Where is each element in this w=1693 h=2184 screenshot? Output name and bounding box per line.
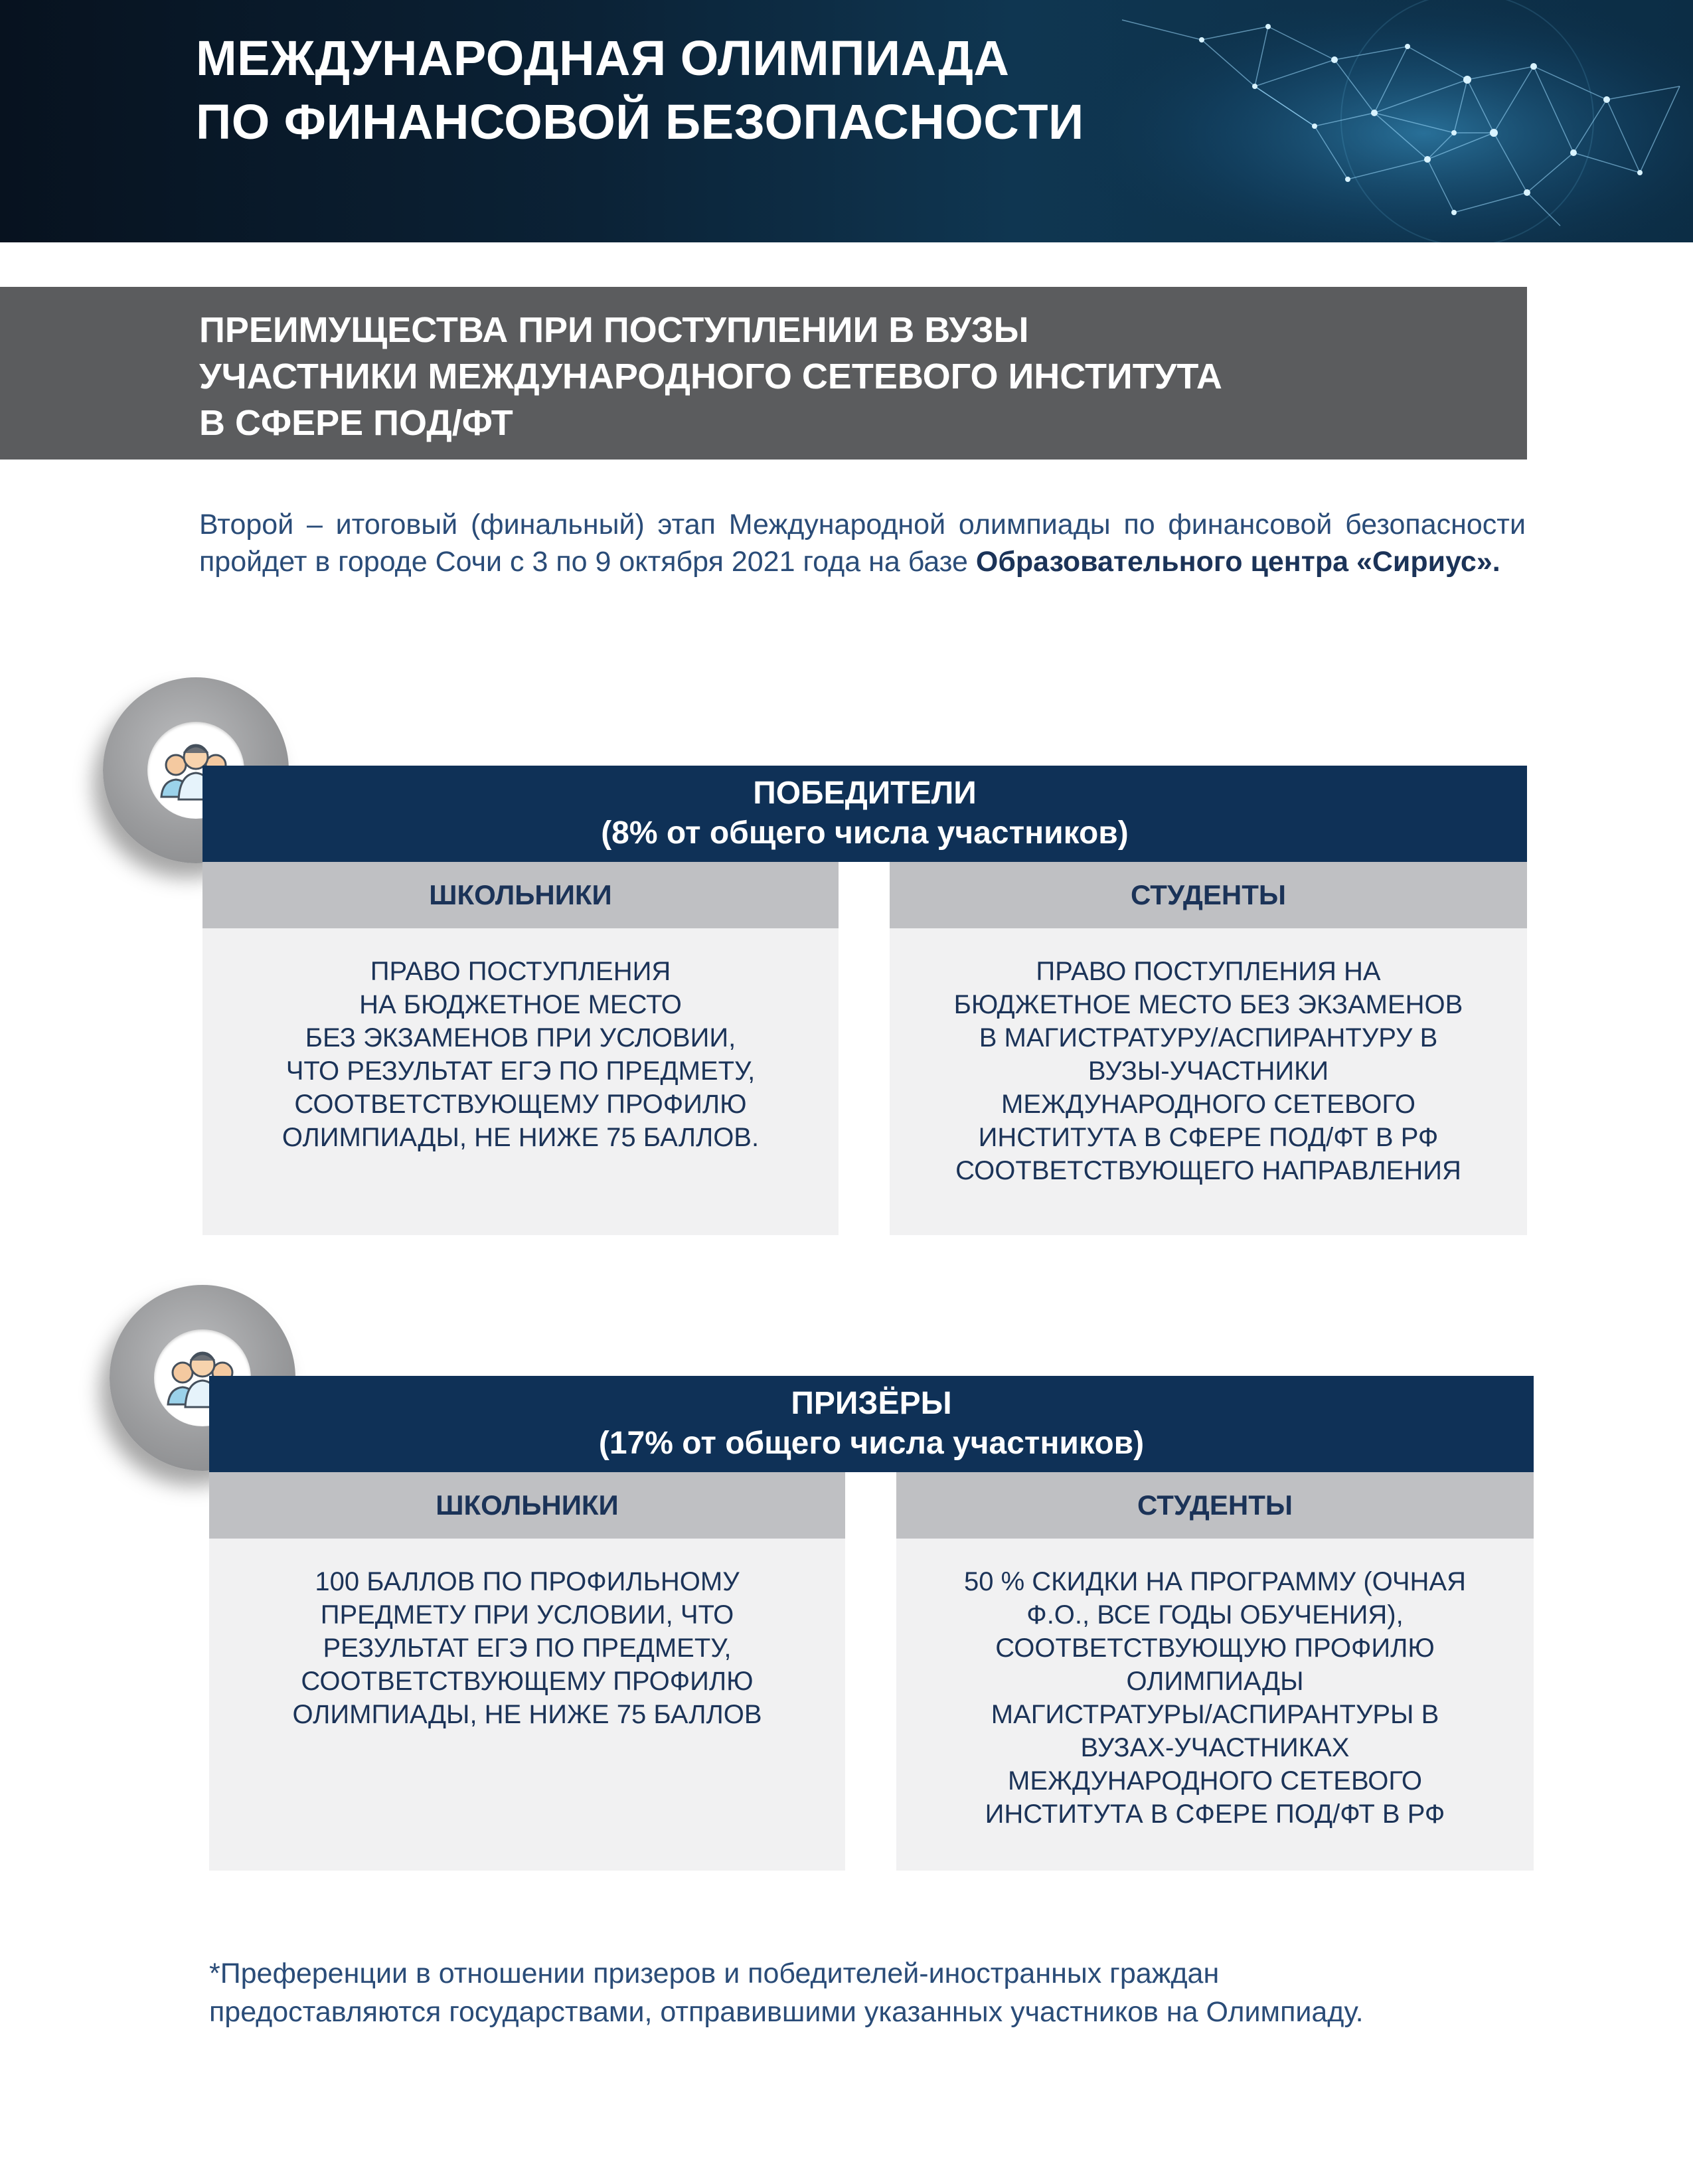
prizewinners-students-panel: [896, 1539, 1534, 1871]
header-banner: [0, 0, 1693, 242]
winners-header: [202, 766, 1527, 862]
winners-students-text: ПРАВО ПОСТУПЛЕНИЯ НА БЮДЖЕТНОЕ МЕСТО БЕЗ ЭКЗАМЕНОВ В МАГИСТРАТУРУ/АСПИРАНТУРУ В ВУЗЫ-УЧАСТНИКИ МЕЖДУНАРОДНОГО СЕТЕВОГО ИНСТИТУТА В СФЕРЕ ПОД/ФТ В РФ СООТВЕТСТВУЮЩЕГО НАПРАВЛЕНИЯ: [953, 957, 1463, 1185]
prizewinners-schoolchildren-panel: [209, 1539, 845, 1871]
banner-line-3: В СФЕРЕ ПОД/ФТ: [199, 403, 513, 443]
prizewinners-header: [209, 1376, 1534, 1472]
banner-title: [199, 307, 1222, 446]
prizewinners-students-heading: СТУДЕНТЫ: [896, 1472, 1534, 1539]
winners-schoolchildren-panel: [202, 928, 839, 1235]
winners-title: ПОБЕДИТЕЛИ: [753, 776, 977, 811]
page-title: [196, 27, 1084, 154]
winners-schoolchildren-heading: ШКОЛЬНИКИ: [202, 862, 839, 928]
banner-line-2: УЧАСТНИКИ МЕЖДУНАРОДНОГО СЕТЕВОГО ИНСТИТУТА: [199, 357, 1222, 396]
intro-text: Второй – итоговый (финальный) этап Международной олимпиады по финансовой безопасности пройдет в городе Сочи с 3 по 9 октября 2021 года на базе: [199, 509, 1526, 578]
banner-line-1: ПРЕИМУЩЕСТВА ПРИ ПОСТУПЛЕНИИ В ВУЗЫ: [199, 310, 1029, 350]
section-banner: [0, 287, 1527, 460]
intro-bold-venue: Образовательного центра «Сириус».: [975, 546, 1500, 578]
winners-schoolchildren-text: ПРАВО ПОСТУПЛЕНИЯ НА БЮДЖЕТНОЕ МЕСТО БЕЗ ЭКЗАМЕНОВ ПРИ УСЛОВИИ, ЧТО РЕЗУЛЬТАТ ЕГЭ ПО ПРЕДМЕТУ, СООТВЕТСТВУЮЩЕМУ ПРОФИЛЮ ОЛИМПИАДЫ, НЕ НИЖЕ 75 БАЛЛОВ.: [282, 957, 760, 1152]
intro-paragraph: [199, 506, 1526, 580]
prizewinners-students-text: 50 % СКИДКИ НА ПРОГРАММУ (ОЧНАЯ Ф.О., ВСЕ ГОДЫ ОБУЧЕНИЯ), СООТВЕТСТВУЮЩУЮ ПРОФИЛЮ ОЛИМПИАДЫ МАГИСТРАТУРЫ/АСПИРАНТУРЫ В ВУЗАХ-УЧАСТНИКАХ МЕЖДУНАРОДНОГО СЕТЕВОГО ИНСТИТУТА В СФЕРЕ ПОД/ФТ В РФ: [964, 1567, 1466, 1829]
footnote-line-1: *Преференции в отношении призеров и победителей-иностранных граждан: [209, 1958, 1220, 1989]
prizewinners-schoolchildren-text: 100 БАЛЛОВ ПО ПРОФИЛЬНОМУ ПРЕДМЕТУ ПРИ УСЛОВИИ, ЧТО РЕЗУЛЬТАТ ЕГЭ ПО ПРЕДМЕТУ, СООТВЕТСТВУЮЩЕМУ ПРОФИЛЮ ОЛИМПИАДЫ, НЕ НИЖЕ 75 БАЛЛОВ: [292, 1567, 762, 1729]
title-line-2: ПО ФИНАНСОВОЙ БЕЗОПАСНОСТИ: [196, 94, 1084, 149]
prizewinners-schoolchildren-heading: ШКОЛЬНИКИ: [209, 1472, 845, 1539]
prizewinners-title: ПРИЗЁРЫ: [791, 1386, 952, 1421]
footnote-line-2: предоставляются государствами, отправившими указанных участников на Олимпиаду.: [209, 1996, 1364, 2028]
title-line-1: МЕЖДУНАРОДНАЯ ОЛИМПИАДА: [196, 31, 1010, 86]
prizewinners-subtitle: (17% от общего числа участников): [598, 1426, 1145, 1461]
footnote: [209, 1954, 1537, 2031]
network-handshake-image: [1095, 0, 1693, 242]
winners-subtitle: (8% от общего числа участников): [601, 815, 1129, 851]
winners-students-panel: [890, 928, 1527, 1235]
winners-students-heading: СТУДЕНТЫ: [890, 862, 1527, 928]
